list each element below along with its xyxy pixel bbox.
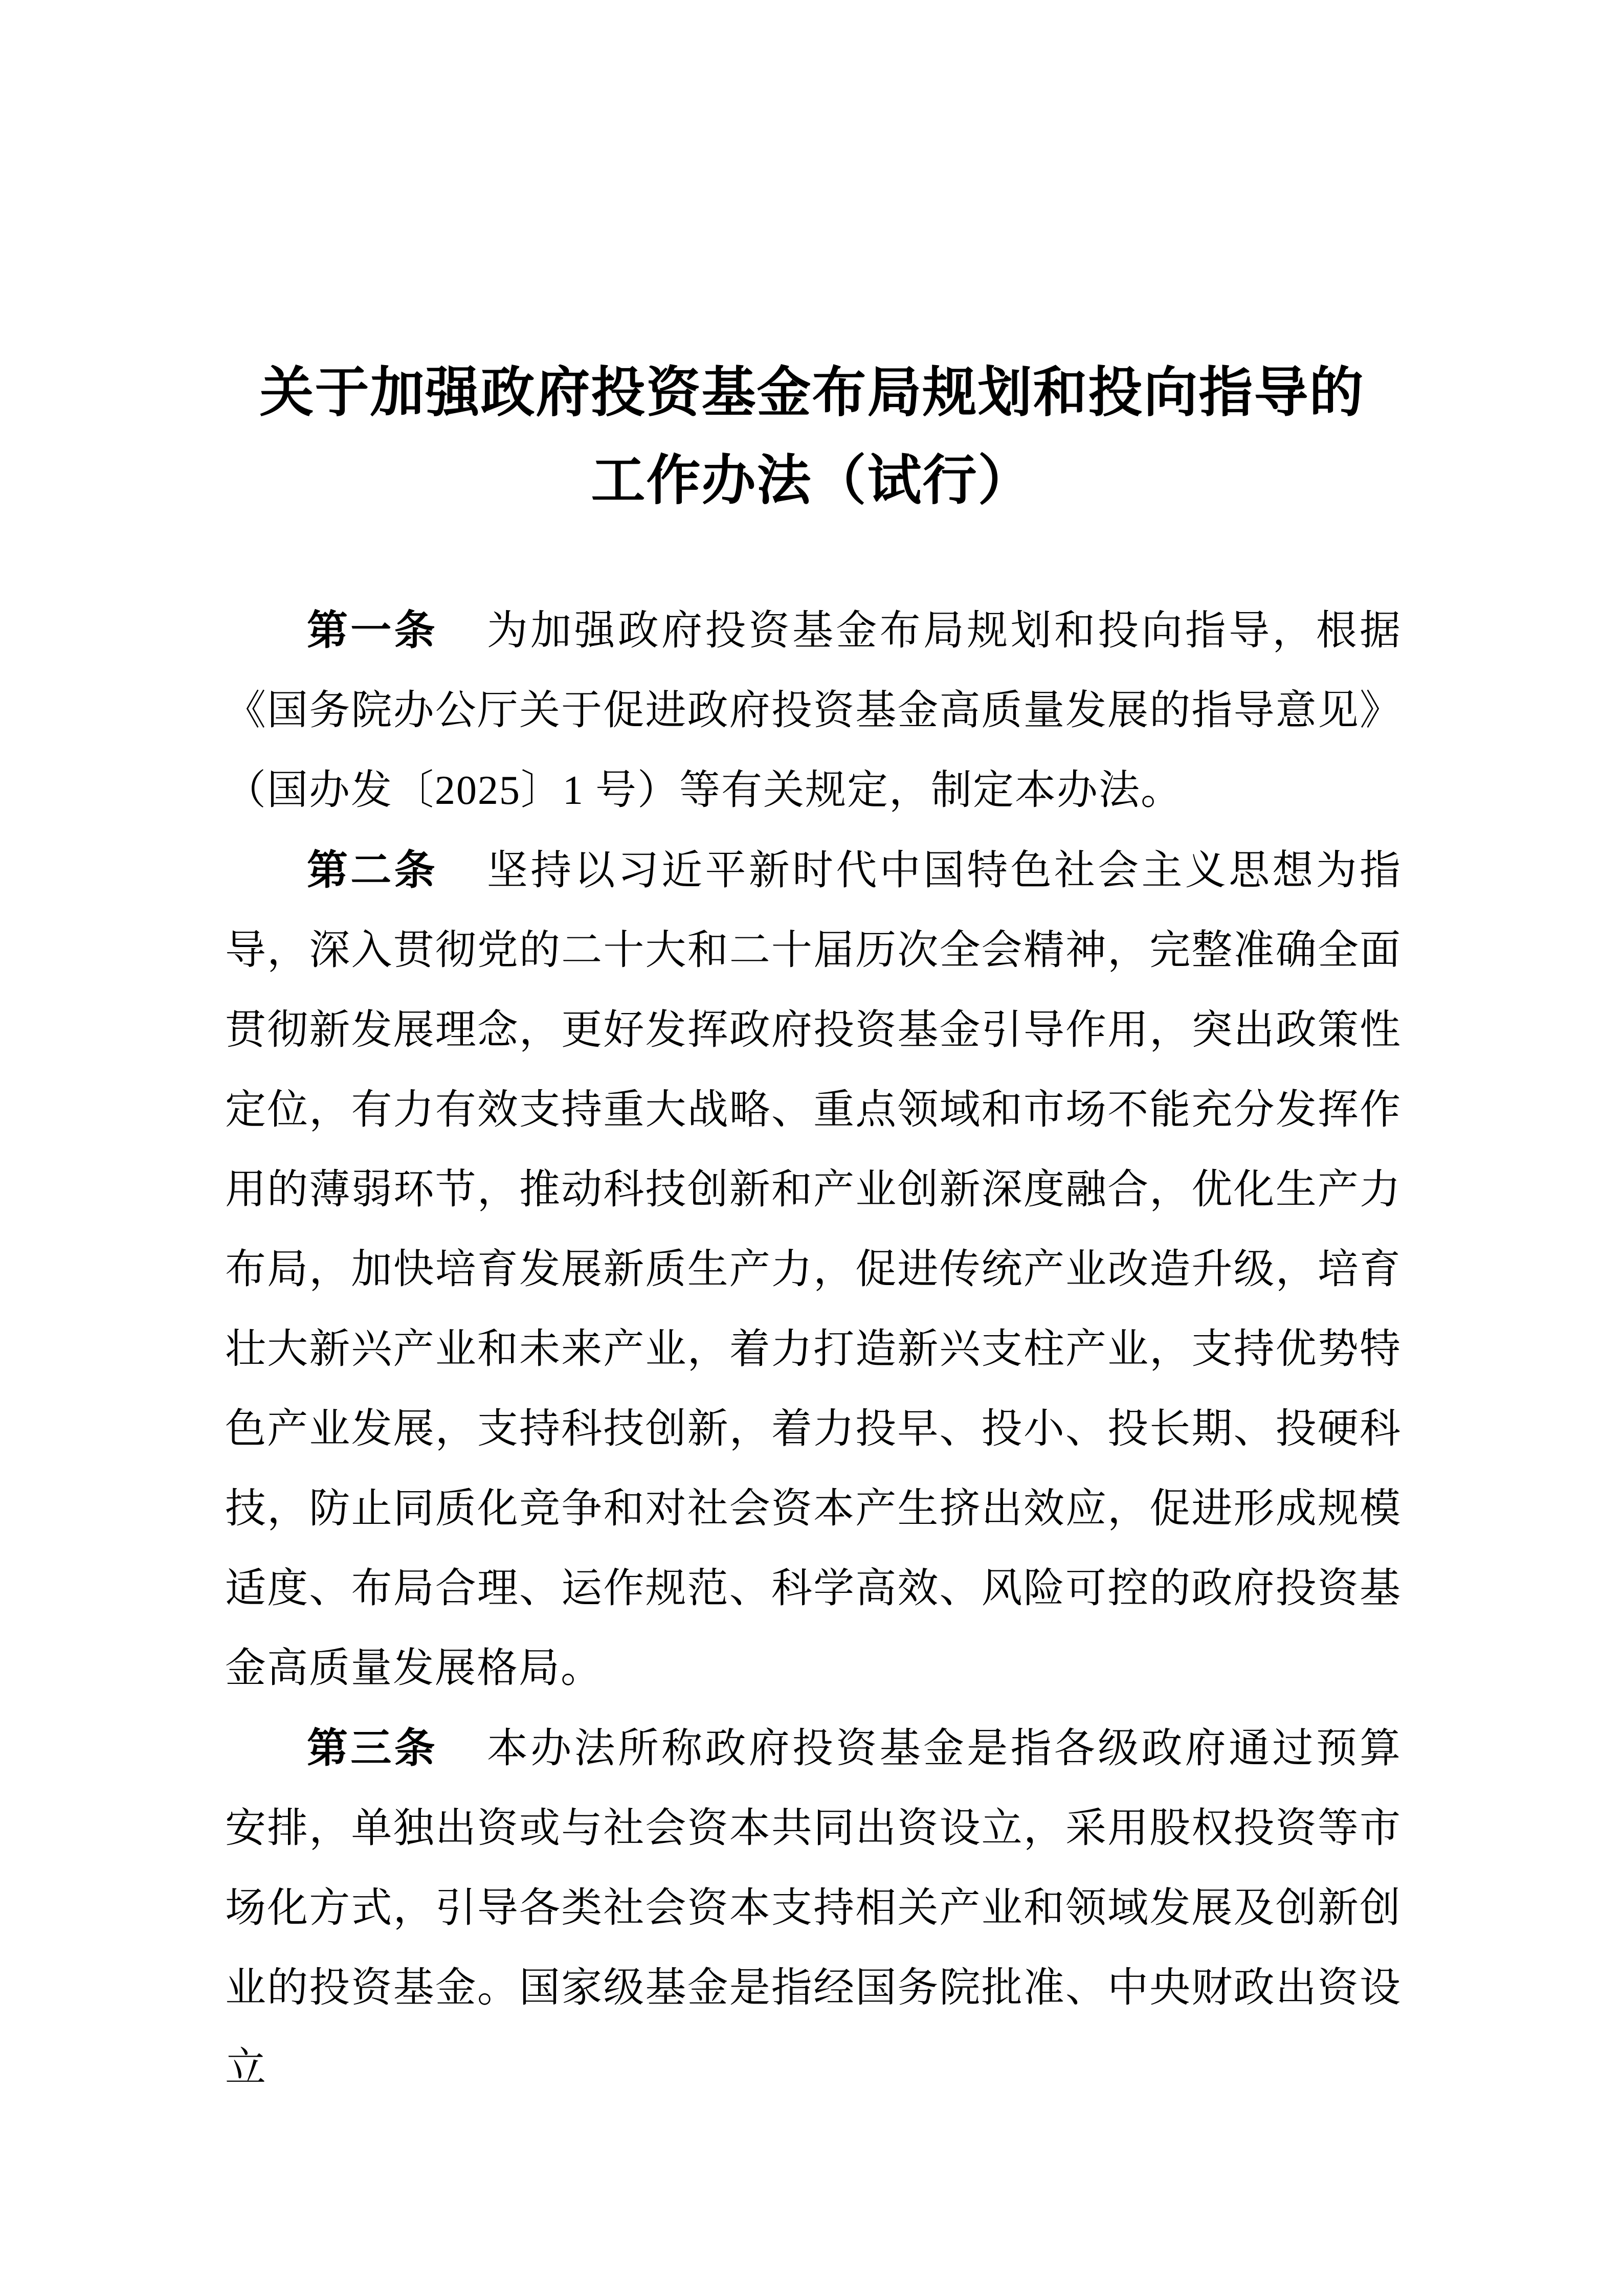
title-line-2: 工作办法（试行） (591, 451, 1033, 511)
document-body (225, 591, 1401, 2108)
article-3-text: 本办法所称政府投资基金是指各级政府通过预算安排，单独出资或与社会资本共同出资设立，采用股权投资等市场化方式，引导各类社会资本支持相关产业和领域发展及创新创业的投资基金。国家级基金是指经国务院批准、中央财政出资设立 (225, 1726, 1402, 2090)
article-1-text: 为加强政府投资基金布局规划和投向指导，根据《国务院办公厅关于促进政府投资基金高质量发展的指导意见》（国办发〔2025〕1 号）等有关规定，制定本办法。 (225, 609, 1402, 813)
title-line-1: 关于加强政府投资基金布局规划和投向指导的 (259, 363, 1365, 423)
article-2-paragraph (225, 830, 1401, 1708)
article-1-label: 第一条 (307, 607, 438, 653)
article-3-label: 第三条 (307, 1725, 438, 1771)
article-2-label: 第二条 (307, 847, 438, 893)
article-1-paragraph (225, 591, 1401, 830)
article-3-paragraph (225, 1708, 1401, 2108)
document-title (225, 349, 1399, 525)
article-2-text: 坚持以习近平新时代中国特色社会主义思想为指导，深入贯彻党的二十大和二十届历次全会精神，完整准确全面贯彻新发展理念，更好发挥政府投资基金引导作用，突出政策性定位，有力有效支持重大战略、重点领域和市场不能充分发挥作用的薄弱环节，推动科技创新和产业创新深度融合，优化生产力布局，加快培育发展新质生产力，促进传统产业改造升级，培育壮大新兴产业和未来产业，着力打造新兴支柱产业，支持优势特色产业发展，支持科技创新，着力投早、投小、投长期、投硬科技，防止同质化竞争和对社会资本产生挤出效应，促进形成规模适度、布局合理、运作规范、科学高效、风险可控的政府投资基金高质量发展格局。 (225, 848, 1402, 1691)
